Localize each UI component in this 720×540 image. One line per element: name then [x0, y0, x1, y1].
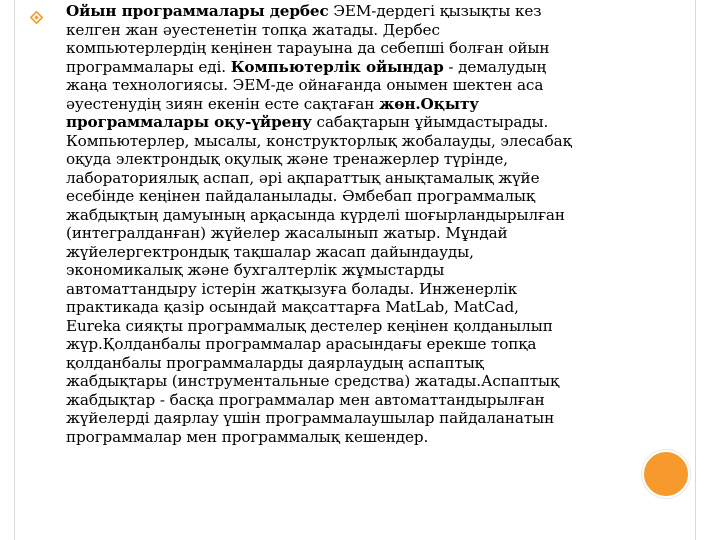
bold-text-run: программалары оқу-үйрену [66, 113, 312, 131]
text-line [66, 113, 672, 132]
bold-text-run: Компьютерлік ойындар [230, 57, 444, 76]
text-run: есебінде кеңінен пайдаланылады. Әмбебап программалық [66, 187, 536, 205]
text-run: жабдықтар - басқа программалар мен автоматтандырылған [66, 390, 545, 409]
text-line [66, 354, 672, 373]
text-run: экономикалық және бухгалтерлік жұмыстарды [66, 261, 445, 279]
text-line [66, 372, 672, 391]
text-run: жүйелерді даярлау үшін программалаушылар пайдаланатын [66, 409, 555, 427]
text-run: оқуда электрондық оқулық және тренажерлер түрінде, [66, 150, 508, 168]
bullet-paragraph [66, 2, 672, 446]
text-run: әуестенудің зиян екенін есте сақтаған [66, 94, 380, 113]
text-line [66, 169, 672, 188]
text-line [66, 243, 672, 262]
text-line [66, 150, 672, 169]
text-run: программалары еді. [66, 57, 231, 76]
text-line [66, 132, 672, 151]
decorative-orange-circle [642, 450, 690, 498]
text-run: Eureka сияқты программалық дестелер кеңінен қолданылып [66, 316, 553, 335]
text-run: келген жан әуестенетін топқа жатады. Дербес [66, 20, 440, 39]
text-line [66, 95, 672, 114]
text-line [66, 280, 672, 299]
text-line [66, 261, 672, 280]
text-run: қолданбалы программаларды даярлаудың аспаптық [66, 353, 484, 372]
text-line [66, 409, 672, 428]
text-line [66, 39, 672, 58]
text-run: компьютерлердің кеңінен тарауына да себепші болған ойын [66, 39, 550, 57]
text-line [66, 224, 672, 243]
text-run: - демалудың [443, 57, 547, 76]
text-line [66, 187, 672, 206]
text-run: жүйелергектрондық тақшалар жасап дайындауды, [66, 242, 474, 261]
text-run: программалар мен программалық кешендер. [66, 427, 429, 446]
text-run: автоматтандыру істерін жатқызуға болады. Инженерлік [66, 279, 518, 298]
text-run: (интегралданған) жүйелер жасалынып жатыр. Мұндай [66, 224, 508, 242]
text-run: практикада қазір осындай мақсаттарға MatLab, MatCad, [66, 298, 519, 316]
text-line [66, 76, 672, 95]
text-run: ЭЕМ-дердегі қызықты кез [328, 2, 542, 20]
text-line [66, 21, 672, 40]
text-run: жабдықтың дамуының арқасында күрделі шоғырландырылған [66, 205, 565, 224]
text-run: жүр.Қолданбалы программалар арасындағы ерекше топқа [66, 335, 537, 353]
text-line [66, 206, 672, 225]
text-line [66, 58, 672, 77]
text-run: Компьютерлер, мысалы, конструкторлық жобалауды, элесабақ [66, 131, 572, 150]
text-run: сабақтарын ұйымдастырады. [311, 113, 549, 131]
text-run: жабдықтары (инструментальные средства) жатады.Аспаптық [66, 372, 560, 390]
text-line [66, 391, 672, 410]
text-line [66, 298, 672, 317]
text-run: лабораториялық аспап, әрі ақпараттық анықтамалық жүйе [66, 168, 540, 187]
bold-text-run: Ойын программалары дербес [66, 2, 329, 20]
text-line [66, 317, 672, 336]
diamond-outline-icon [30, 11, 43, 24]
text-line [66, 2, 672, 21]
text-line [66, 335, 672, 354]
bold-text-run: жөн.Оқыту [379, 94, 479, 113]
text-line [66, 428, 672, 447]
text-run: жаңа технологиясы. ЭЕМ-де ойнағанда онымен шектен аса [66, 76, 544, 94]
